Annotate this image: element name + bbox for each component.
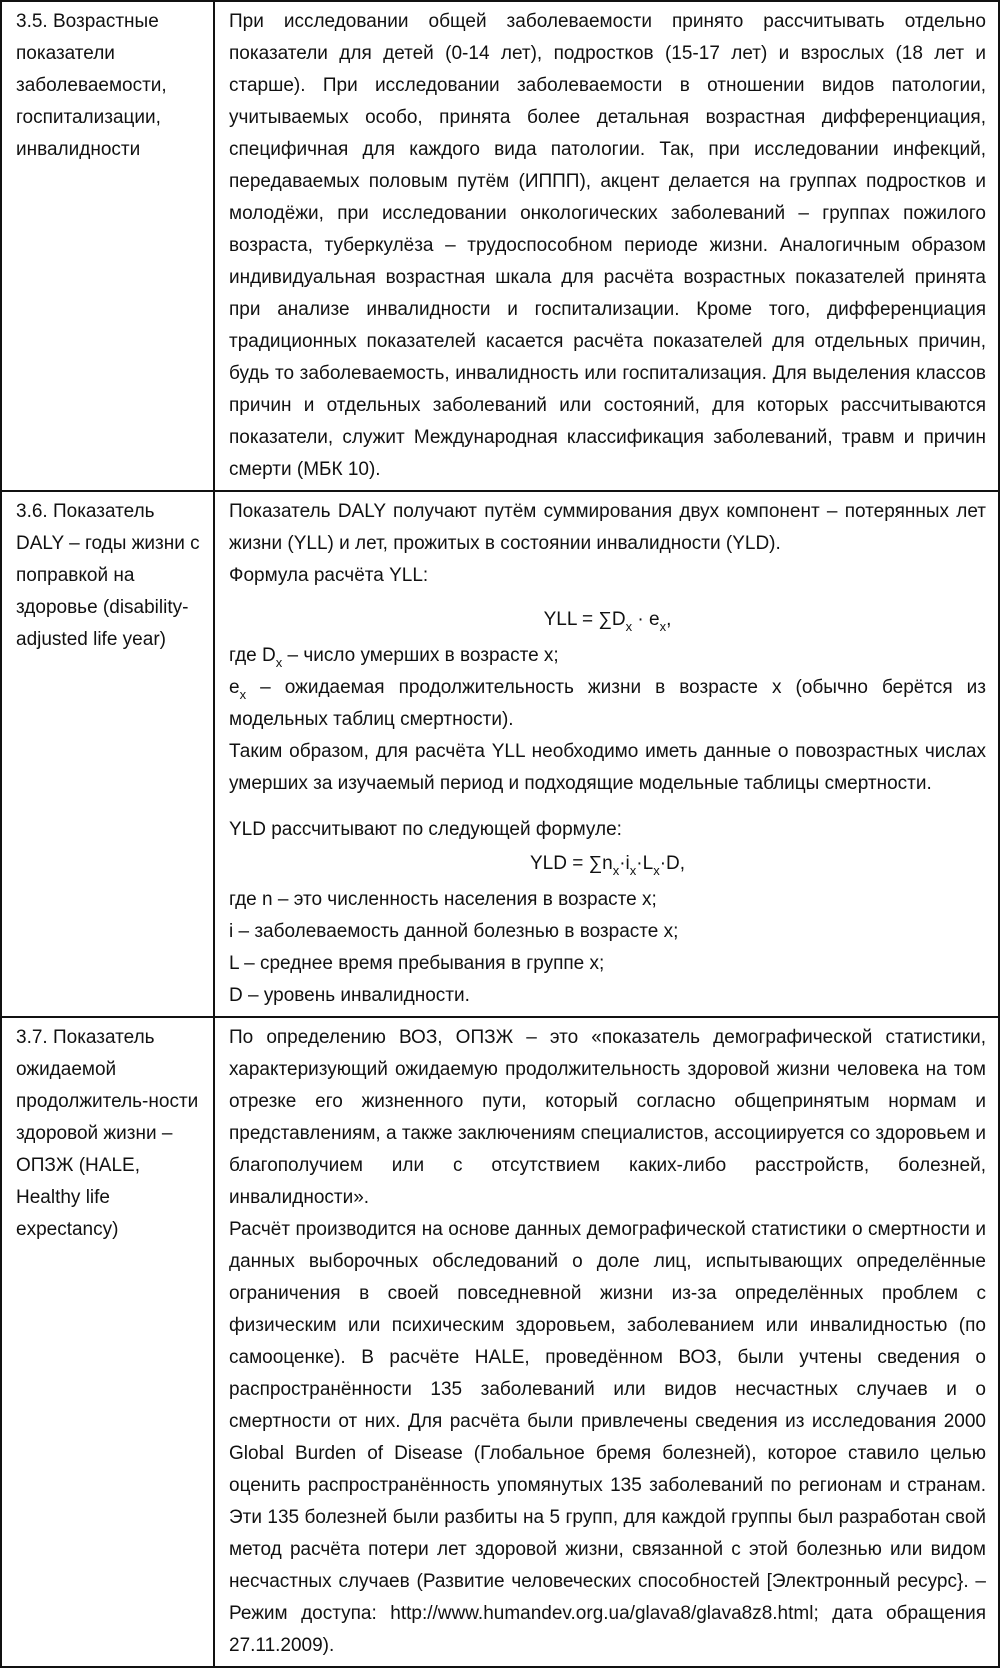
yld-definition: где n – это численность населения в возрасте x; bbox=[229, 889, 657, 910]
paragraph: Расчёт производится на основе данных демографической статистики о смертности и данных выборочных обследований о доле лиц, испытывающих определённые ограничения в своей повседневной жизни из-за определённых проблем с физическим или психическим здоровьем, заболеванием или инвалидностью (по самооценке). В расчёте HALE, проведённом ВОЗ, были учтены сведения о распространённости 135 заболеваний или видов несчастных случаев и о смертности от них. Для расчёта были привлечены сведения из исследования 2000 Global Burden of Disease (Глобальное бремя болезней), которое ставило целью оценить распространённость упомянутых 135 заболеваний по регионам и странам. Эти 135 болезней были разбиты на 5 групп, для каждой группы был разработан свой метод расчёта потери лет здоровой жизни, связанной с этой болезнью или видом несчастных случаев (Развитие человеческих способностей [Электронный ресурс}. – Режим доступа: http://www.humandev.org.ua/glava8/glava8z8.html; дата обращения 27.11.2009). bbox=[229, 1219, 986, 1656]
row-label: 3.6. Показатель DALY – годы жизни с поправкой на здоровье (disability-adjusted life year) bbox=[16, 501, 200, 650]
row-label-cell bbox=[1, 1017, 214, 1667]
paragraph: При исследовании общей заболеваемости принято рассчитывать отдельно показатели для детей (0-14 лет), подростков (15-17 лет) и взрослых (18 лет и старше). При исследовании заболеваемости в отношении видов патологии, учитываемых особо, принята более детальная возрастная дифференциация, специфичная для каждого вида патологии. Так, при исследовании инфекций, передаваемых половым путём (ИППП), акцент делается на группах подростков и молодёжи, при исследовании онкологических заболеваний – группах пожилого возраста, туберкулёза – трудоспособном периоде жизни. Аналогичным образом индивидуальная возрастная шкала для расчёта возрастных показателей принята при анализе инвалидности и госпитализации. Кроме того, дифференциация традиционных показателей касается расчёта показателей для отдельных причин, будь то заболеваемость, инвалидность или госпитализация. Для выделения классов причин и отдельных заболеваний или состояний, для которых рассчитываются показатели, служит Международная классификация заболеваний, травм и причин смерти (МБК 10). bbox=[229, 11, 986, 480]
formula-subscript: x bbox=[629, 863, 637, 878]
yld-definition: D – уровень инвалидности. bbox=[229, 985, 470, 1006]
formula-subscript: x bbox=[659, 619, 667, 634]
text: e bbox=[229, 677, 240, 698]
yld-definition: i – заболеваемость данной болезнью в возрасте x; bbox=[229, 921, 679, 942]
yll-definition-D bbox=[229, 640, 986, 672]
formula-part: ·D, bbox=[659, 853, 686, 874]
formula-part: ·L bbox=[636, 853, 654, 874]
yll-heading: Формула расчёта YLL: bbox=[229, 565, 429, 586]
text: – ожидаемая продолжительность жизни в возрасте x (обычно берётся из модельных таблиц смертности). bbox=[229, 677, 986, 730]
subscript: x bbox=[275, 655, 283, 670]
yld-definition: L – среднее время пребывания в группе x; bbox=[229, 953, 605, 974]
subscript: x bbox=[239, 687, 247, 702]
yld-formula bbox=[229, 848, 986, 880]
daly-intro: Показатель DALY получают путём суммирования двух компонент – потерянных лет жизни (YLL) и лет, прожитых в состоянии инвалидности (YLD). bbox=[229, 501, 986, 554]
paragraph: По определению ВОЗ, ОПЗЖ – это «показатель демографической статистики, характеризующий ожидаемую продолжительность здоровой жизни человека на том отрезке его жизненного пути, который согласно общепринятым нормам и представлениям, а также заключениям специалистов, ассоциируется со здоровьем и благополучием или с отсутствием каких-либо расстройств, болезней, инвалидности». bbox=[229, 1027, 986, 1208]
formula-part: YLL = ∑D bbox=[543, 609, 626, 630]
formula-part: , bbox=[666, 609, 672, 630]
yll-definition-e bbox=[229, 672, 986, 736]
row-label-cell bbox=[1, 1, 214, 491]
row-label-cell bbox=[1, 491, 214, 1017]
formula-subscript: x bbox=[612, 863, 620, 878]
formula-part: YLD = ∑n bbox=[529, 853, 613, 874]
yld-heading: YLD рассчитывают по следующей формуле: bbox=[229, 819, 622, 840]
table-row bbox=[1, 1017, 999, 1667]
formula-subscript: x bbox=[653, 863, 660, 878]
row-content-cell bbox=[214, 491, 999, 1017]
yll-note: Таким образом, для расчёта YLL необходимо иметь данные о повозрастных числах умерших за изучаемый период и подходящие модельные таблицы смертности. bbox=[229, 741, 986, 794]
table-row bbox=[1, 491, 999, 1017]
row-label: 3.7. Показатель ожидаемой продолжитель-ности здоровой жизни – ОПЗЖ (HALE, Healthy life expectancy) bbox=[16, 1027, 199, 1240]
row-label: 3.5. Возрастные показатели заболеваемости, госпитализации, инвалидности bbox=[16, 11, 167, 160]
yll-formula bbox=[229, 604, 986, 636]
text: – число умерших в возрасте x; bbox=[282, 645, 559, 666]
formula-part: · e bbox=[632, 609, 660, 630]
row-content-cell bbox=[214, 1017, 999, 1667]
row-content-cell bbox=[214, 1, 999, 491]
text: где D bbox=[229, 645, 276, 666]
formula-part: ·i bbox=[619, 853, 630, 874]
table-row bbox=[1, 1, 999, 491]
formula-subscript: x bbox=[625, 619, 633, 634]
